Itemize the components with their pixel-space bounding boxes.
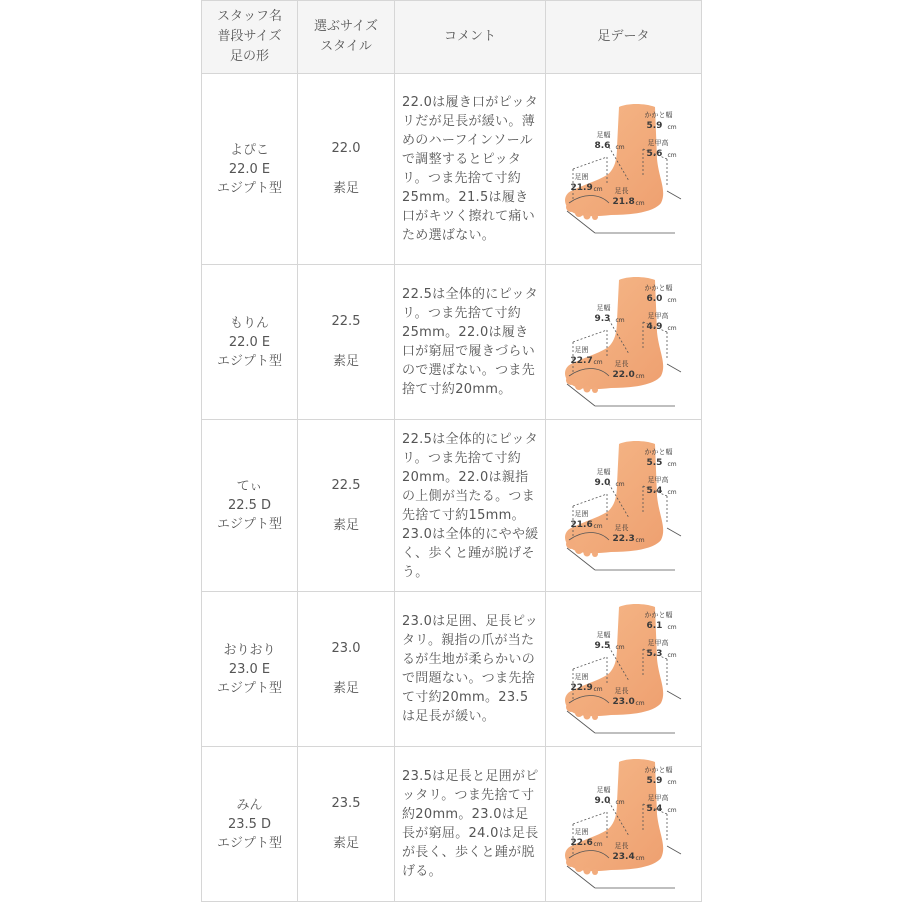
comment-text: 22.5は全体的にピッタリ。つま先捨て寸約20mm。22.0は親指の上側が当たる。つま先捨て寸約15mm。23.0は全体的にやや緩く、歩くと踵が脱げそう。 — [402, 431, 539, 580]
length-value: 21.8 — [612, 197, 635, 207]
heel-value: 5.5 — [646, 457, 663, 468]
instep-value: 5.6 — [646, 149, 663, 159]
instep-label: 足甲高 — [647, 312, 669, 320]
girth-label: 足囲 — [574, 673, 589, 681]
foot-diagram — [549, 272, 699, 412]
foot-shape: エジプト型 — [216, 680, 282, 696]
heel-value: 6.1 — [646, 621, 663, 631]
unit-label: cm — [667, 460, 677, 468]
heel-label: かかと幅 — [644, 766, 673, 774]
unit-label: cm — [667, 152, 677, 159]
header-staff-line: スタッフ名 — [216, 9, 282, 24]
length-label: 足長 — [614, 360, 629, 368]
heel-label: かかと幅 — [644, 284, 673, 292]
girth-value: 22.6 — [570, 838, 593, 848]
table-header-row — [202, 1, 702, 74]
unit-label: cm — [635, 700, 645, 707]
heel-label: かかと幅 — [644, 447, 673, 456]
foot-illustration — [549, 272, 699, 412]
table-row — [202, 74, 702, 265]
girth-label: 足囲 — [574, 173, 589, 181]
unit-label: cm — [667, 124, 677, 131]
heel-value: 5.9 — [646, 121, 663, 131]
unit-label: cm — [593, 841, 603, 848]
instep-value: 5.4 — [646, 804, 663, 814]
instep-value: 4.9 — [646, 322, 663, 332]
foot-shape: エジプト型 — [216, 180, 282, 196]
unit-label: cm — [593, 359, 603, 366]
length-value: 23.4 — [612, 852, 635, 862]
style: 素足 — [332, 836, 359, 851]
foot-data-cell — [546, 74, 702, 265]
foot-data-cell — [546, 747, 702, 902]
header-size-line: スタイル — [320, 39, 372, 54]
unit-label: cm — [615, 317, 625, 324]
table-row — [202, 265, 702, 420]
choice-size: 22.5 — [331, 477, 361, 493]
foot-data-cell — [546, 592, 702, 747]
instep-value: 5.4 — [646, 485, 663, 496]
staff-cell — [202, 74, 298, 265]
header-staff-line: 普段サイズ — [217, 29, 282, 44]
instep-label: 足甲高 — [647, 139, 669, 147]
header-size-line: 選ぶサイズ — [314, 19, 378, 34]
foot-illustration — [549, 436, 699, 576]
unit-label: cm — [593, 186, 603, 193]
foot-diagram — [549, 599, 699, 739]
comment-text: 23.0は足囲、足長ピッタリ。親指の爪が当たるが生地が柔らかいので問題ない。つま先捨て寸約20mm。23.5は足長が緩い。 — [402, 614, 539, 724]
girth-value: 22.9 — [570, 683, 593, 693]
length-label: 足長 — [614, 523, 629, 532]
foot-illustration — [549, 599, 699, 739]
width-label: 足幅 — [596, 131, 611, 139]
size-cell — [298, 747, 395, 902]
width-value: 9.0 — [594, 796, 611, 806]
instep-label: 足甲高 — [647, 794, 669, 802]
unit-label: cm — [635, 200, 645, 207]
usual-size: 22.0 E — [228, 334, 271, 350]
width-label: 足幅 — [596, 786, 611, 794]
staff-name: てぃ — [236, 479, 263, 494]
comment-cell — [395, 592, 546, 747]
comment-cell — [395, 747, 546, 902]
staff-cell — [202, 592, 298, 747]
comment-cell — [395, 74, 546, 265]
staff-cell — [202, 747, 298, 902]
size-cell — [298, 592, 395, 747]
foot-illustration — [549, 99, 699, 239]
usual-size: 22.5 D — [227, 498, 272, 513]
width-value: 8.6 — [594, 141, 611, 151]
unit-label: cm — [667, 807, 677, 814]
unit-label: cm — [635, 373, 645, 380]
header-staff — [202, 1, 298, 74]
width-label: 足幅 — [596, 467, 611, 476]
staff-cell — [202, 265, 298, 420]
width-label: 足幅 — [596, 631, 611, 639]
header-comment: コメント — [395, 1, 546, 74]
style: 素足 — [332, 517, 359, 533]
unit-label: cm — [667, 297, 677, 304]
foot-shape: エジプト型 — [216, 835, 282, 851]
unit-label: cm — [615, 644, 625, 651]
staff-name: みん — [236, 797, 263, 813]
width-value: 9.3 — [594, 314, 611, 324]
foot-data-cell — [546, 265, 702, 420]
comment-cell — [395, 265, 546, 420]
foot-data-cell — [546, 420, 702, 592]
unit-label: cm — [667, 652, 677, 659]
usual-size: 22.0 E — [228, 161, 271, 177]
instep-value: 5.3 — [646, 649, 663, 659]
unit-label: cm — [615, 799, 625, 806]
foot-diagram — [549, 99, 699, 239]
length-value: 22.3 — [612, 533, 635, 544]
instep-label: 足甲高 — [647, 639, 669, 647]
foot-shape: エジプト型 — [216, 353, 282, 369]
header-staff-line: 足の形 — [229, 49, 269, 64]
length-label: 足長 — [614, 842, 629, 850]
table-row — [202, 420, 702, 592]
foot-shape: エジプト型 — [216, 517, 282, 532]
choice-size: 23.0 — [331, 641, 361, 656]
unit-label: cm — [667, 488, 677, 496]
size-comparison-table — [201, 0, 702, 902]
comment-cell — [395, 420, 546, 592]
size-cell — [298, 74, 395, 265]
unit-label: cm — [593, 686, 603, 693]
heel-label: かかと幅 — [644, 111, 673, 119]
width-label: 足幅 — [596, 304, 611, 312]
style: 素足 — [332, 681, 359, 696]
staff-cell — [202, 420, 298, 592]
unit-label: cm — [593, 522, 603, 530]
style: 素足 — [332, 181, 359, 196]
unit-label: cm — [667, 624, 677, 631]
staff-name: もりん — [229, 315, 269, 331]
instep-label: 足甲高 — [647, 475, 669, 484]
length-value: 23.0 — [612, 697, 635, 707]
heel-value: 5.9 — [646, 776, 663, 786]
comment-text: 22.0は履き口がピッタリだが足長が緩い。薄めのハーフインソールで調整するとピッタリ。つま先捨て寸約25mm。21.5は履き口がキツく擦れて痛いため選ばない。 — [402, 95, 539, 243]
table-body — [202, 74, 702, 902]
choice-size: 23.5 — [331, 796, 361, 811]
unit-label: cm — [615, 480, 625, 488]
girth-label: 足囲 — [574, 509, 589, 518]
size-cell — [298, 265, 395, 420]
length-label: 足長 — [614, 187, 629, 195]
size-cell — [298, 420, 395, 592]
foot-diagram — [549, 754, 699, 894]
choice-size: 22.0 — [331, 141, 361, 156]
girth-value: 21.6 — [570, 519, 593, 530]
staff-name: おりおり — [223, 642, 276, 658]
usual-size: 23.5 D — [227, 816, 272, 832]
usual-size: 23.0 E — [228, 661, 271, 677]
heel-value: 6.0 — [646, 294, 663, 304]
staff-name: よぴこ — [229, 142, 269, 158]
comment-text: 22.5は全体的にピッタリ。つま先捨て寸約25mm。22.0は履き口が窮屈で履きづらいので選ばない。つま先捨て寸約20mm。 — [402, 287, 539, 397]
girth-label: 足囲 — [574, 828, 589, 836]
length-value: 22.0 — [612, 370, 635, 380]
foot-illustration — [549, 754, 699, 894]
style: 素足 — [332, 354, 359, 369]
header-size — [298, 1, 395, 74]
length-label: 足長 — [614, 687, 629, 695]
girth-value: 21.9 — [570, 183, 593, 193]
unit-label: cm — [615, 144, 625, 151]
width-value: 9.0 — [594, 477, 611, 488]
choice-size: 22.5 — [331, 314, 361, 329]
girth-value: 22.7 — [570, 356, 593, 366]
foot-diagram — [549, 436, 699, 576]
table-row — [202, 592, 702, 747]
unit-label: cm — [667, 779, 677, 786]
width-value: 9.5 — [594, 641, 611, 651]
table-row — [202, 747, 702, 902]
heel-label: かかと幅 — [644, 611, 673, 619]
girth-label: 足囲 — [574, 346, 589, 354]
unit-label: cm — [635, 855, 645, 862]
header-foot-data: 足データ — [546, 1, 702, 74]
unit-label: cm — [667, 325, 677, 332]
unit-label: cm — [635, 536, 645, 544]
comment-text: 23.5は足長と足囲がピッタリ。つま先捨て寸約20mm。23.0は足長が窮屈。24.0は足長が長く、歩くと踵が脱げる。 — [402, 769, 539, 879]
